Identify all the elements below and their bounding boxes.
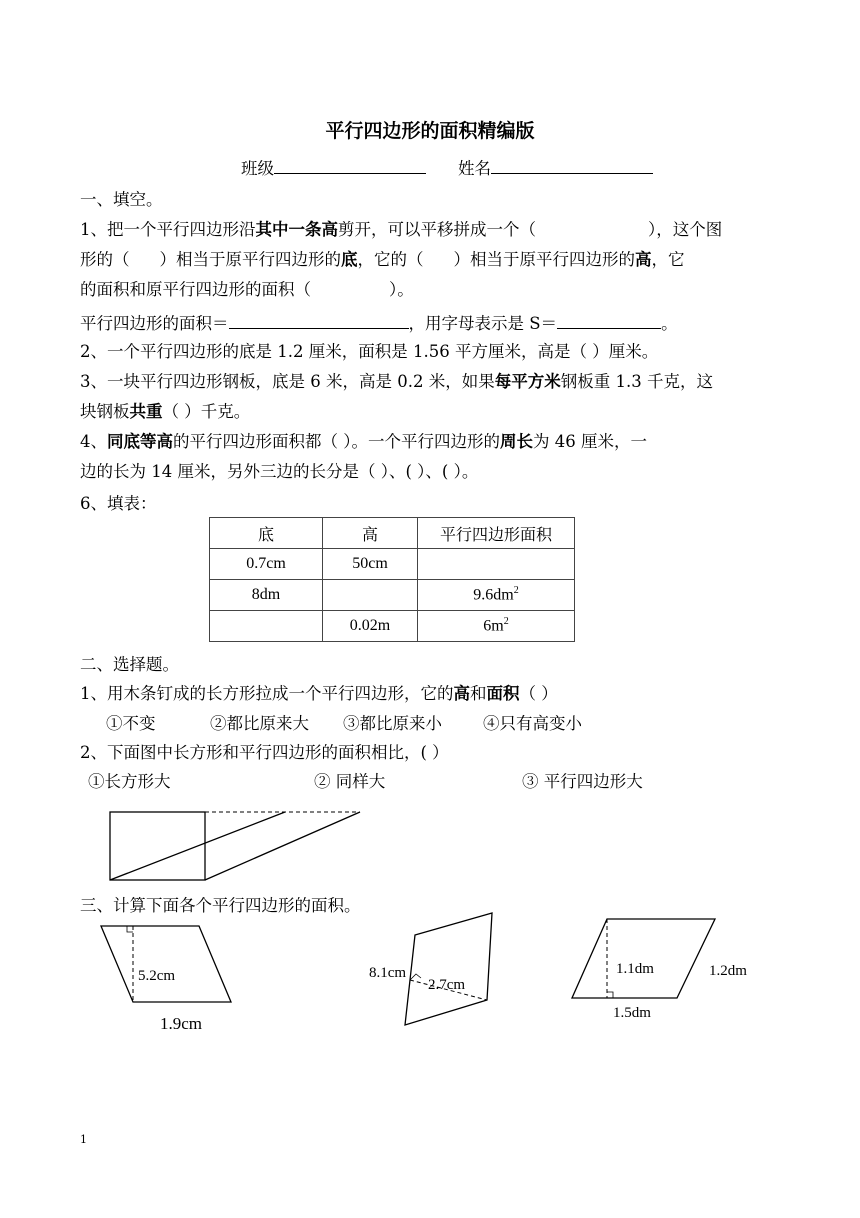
q3-line1 [80, 372, 713, 392]
choice-q1-option[interactable]: ①不变 [106, 714, 156, 733]
fill-table [209, 517, 575, 642]
bold-text: 同底等高 [107, 432, 173, 451]
fig2-height-label: 2.7cm [428, 977, 466, 993]
text: 平行四边形的面积＝ [80, 314, 229, 333]
superscript: 2 [503, 616, 509, 628]
text: （ ）千克。 [162, 402, 251, 421]
bold-text: 其中一条高 [255, 220, 338, 239]
text: 4、 [80, 432, 107, 451]
fig1-base-label: 1.9cm [160, 1014, 203, 1033]
text: ，用字母表示是 S＝ [408, 314, 558, 333]
formula-blank[interactable] [229, 312, 409, 329]
table-cell [418, 611, 575, 642]
choice-q2-option[interactable]: ③ 平行四边形大 [522, 772, 643, 791]
formula-letter-blank[interactable] [557, 312, 661, 329]
table-cell-blank[interactable] [418, 549, 575, 580]
table-cell: 8dm [210, 580, 323, 611]
table-header: 高 [323, 518, 418, 549]
table-row [210, 611, 575, 642]
formula-line [80, 312, 678, 334]
section1-heading: 一、填空。 [80, 190, 163, 209]
parallelogram-figure-3 [565, 912, 725, 1004]
choice-q2: 2、下面图中长方形和平行四边形的面积相比，( ） [80, 743, 449, 762]
table-row [210, 549, 575, 580]
bold-text: 每平方米 [494, 372, 561, 391]
name-blank[interactable] [491, 157, 653, 174]
q4-line2: 边的长为 14 厘米，另外三边的长分是（ ）、( ）、( ）。 [80, 462, 479, 481]
text: ，它 [651, 250, 685, 269]
choice-q2-option[interactable]: ② 同样大 [314, 772, 386, 791]
bold-text: 周长 [500, 432, 533, 451]
q2-line: 2、一个平行四边形的底是 1.2 厘米，面积是 1.56 平方厘米，高是（ ）厘米。 [80, 342, 659, 361]
superscript: 2 [513, 585, 519, 597]
choice-q1-option[interactable]: ③都比原来小 [343, 714, 442, 733]
bold-text: 面积 [486, 684, 520, 703]
text: ），这个图 [648, 220, 723, 239]
text: 1、把一个平行四边形沿 [80, 220, 256, 239]
class-blank[interactable] [274, 157, 426, 174]
class-label: 班级 [241, 159, 274, 178]
table-cell: 0.7cm [210, 549, 323, 580]
q3-line2 [80, 402, 250, 422]
text: 块钢板 [80, 402, 130, 421]
parallelogram-figure-2 [395, 905, 505, 1035]
parallelogram-figure-1 [95, 920, 245, 1010]
choice-q1-option[interactable]: ②都比原来大 [210, 714, 309, 733]
text: 形的（ [80, 250, 130, 269]
text: ）相当于原平行四边形的 [159, 250, 341, 269]
q1-line3 [80, 280, 414, 300]
student-info-line [241, 157, 653, 179]
text: 为 46 厘米，一 [533, 432, 647, 451]
table-row [210, 580, 575, 611]
table-cell: 50cm [323, 549, 418, 580]
text: 剪开，可以平移拼成一个（ [338, 220, 536, 239]
q1-line1 [80, 220, 722, 240]
text: ）。 [389, 280, 414, 299]
fig3-base-label: 1.5dm [613, 1005, 651, 1021]
q6-line: 6、填表： [80, 494, 157, 513]
table-cell-blank[interactable] [323, 580, 418, 611]
text: 1、用木条钉成的长方形拉成一个平行四边形，它的 [80, 684, 454, 703]
text: 钢板重 1.3 千克，这 [560, 372, 713, 391]
table-cell: 0.02m [323, 611, 418, 642]
choice-q1-option[interactable]: ④只有高变小 [483, 714, 582, 733]
table-header: 底 [210, 518, 323, 549]
cell-value: 6m [483, 617, 504, 635]
fig3-height-label: 1.1dm [616, 961, 654, 977]
fig3-side-label: 1.2dm [709, 963, 747, 979]
fig1-height-label: 5.2cm [138, 968, 176, 984]
choice-q1 [80, 684, 558, 704]
text: 的面积和原平行四边形的面积（ [80, 280, 311, 299]
fig2-side-label: 8.1cm [369, 965, 407, 981]
text: 3、一块平行四边形钢板，底是 6 米，高是 0.2 米，如果 [80, 372, 495, 391]
choice-q2-option[interactable]: ①长方形大 [88, 772, 171, 791]
text: 。 [661, 314, 678, 333]
text: 的平行四边形面积都（ ）。一个平行四边形的 [173, 432, 500, 451]
bold-text: 底 [341, 250, 358, 269]
q4-line1 [80, 432, 647, 452]
q1-line2 [80, 250, 685, 270]
table-cell-blank[interactable] [210, 611, 323, 642]
table-header: 平行四边形面积 [418, 518, 575, 549]
text: （ ） [519, 684, 558, 703]
section2-heading: 二、选择题。 [80, 655, 179, 674]
text: ，它的（ [357, 250, 424, 269]
table-header-row [210, 518, 575, 549]
page-number: 1 [80, 1133, 87, 1146]
bold-text: 高 [635, 250, 652, 269]
page-title: 平行四边形的面积精编版 [325, 120, 535, 142]
name-label: 姓名 [458, 159, 491, 178]
text: 和 [470, 684, 487, 703]
bold-text: 高 [453, 684, 470, 703]
bold-text: 共重 [129, 402, 163, 421]
section3-heading: 三、计算下面各个平行四边形的面积。 [80, 896, 361, 915]
cell-value: 9.6dm [473, 586, 514, 604]
text: ）相当于原平行四边形的 [453, 250, 635, 269]
rect-parallelogram-figure [100, 800, 370, 890]
table-cell [418, 580, 575, 611]
